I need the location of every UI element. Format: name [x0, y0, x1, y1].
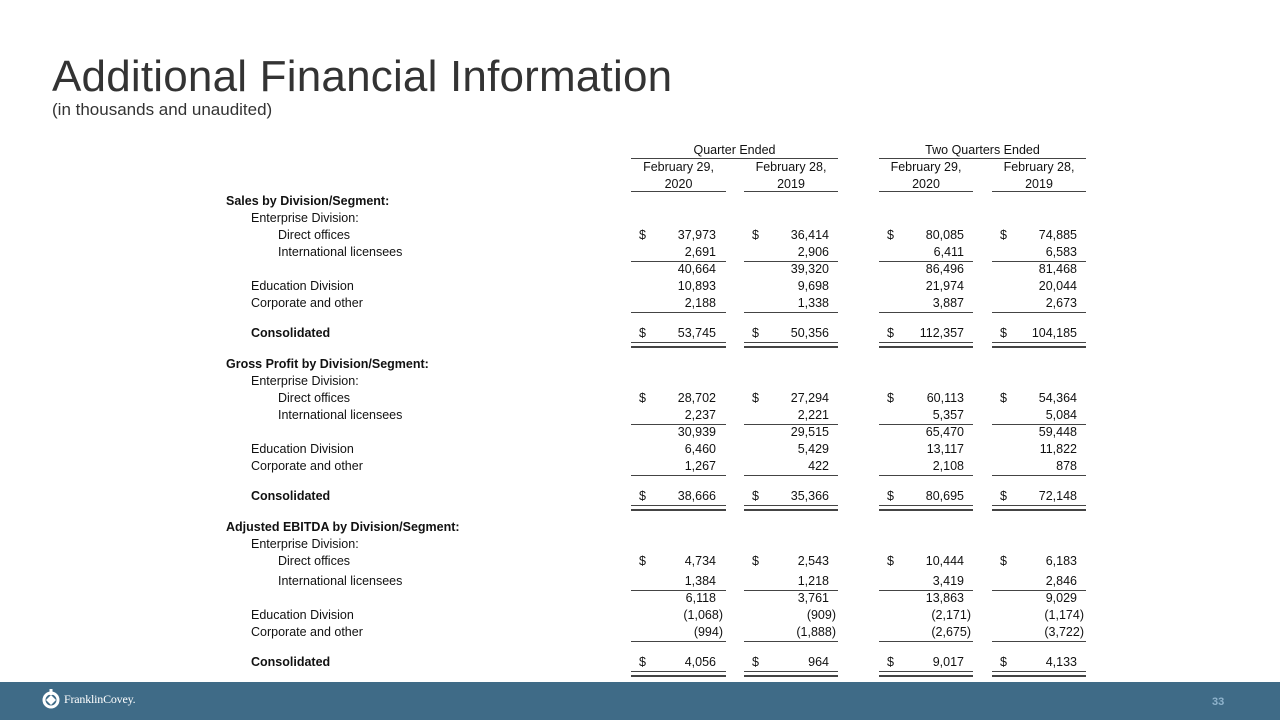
col-header-date: February 28,: [755, 160, 827, 174]
gross_profit-enttotal-value: 29,515: [790, 425, 829, 439]
col-header-2: [744, 159, 838, 193]
gross_profit-intl-label: International licensees: [278, 408, 403, 422]
sales-intl-value: 6,411: [933, 245, 964, 259]
sales-corporate-value: 1,338: [797, 296, 829, 310]
gross_profit-enterprise-label: Enterprise Division:: [251, 374, 359, 388]
double-underline: [744, 342, 838, 348]
ebitda-enttotal-value: 6,118: [685, 591, 716, 605]
currency-symbol: $: [752, 326, 759, 340]
gross_profit-direct-label: Direct offices: [278, 391, 351, 405]
ebitda-intl-label: International licensees: [278, 574, 403, 588]
gross_profit-education-value: 6,460: [684, 442, 716, 456]
ebitda-education-value: (909): [806, 608, 836, 622]
sales-education-value: 9,698: [797, 279, 829, 293]
double-underline: [992, 671, 1086, 677]
currency-symbol: $: [887, 228, 894, 242]
divider: [879, 641, 973, 642]
gross_profit-consolidated-value: 38,666: [677, 489, 716, 503]
divider: [992, 191, 1086, 192]
sales-consolidated-value: 112,357: [919, 326, 964, 340]
sales-corporate-label: Corporate and other: [251, 296, 363, 310]
sales-intl-value: 2,906: [797, 245, 829, 259]
col-header-4: [992, 159, 1086, 193]
gross_profit-corporate-value: 422: [808, 459, 829, 473]
page-number: 33: [1212, 696, 1225, 708]
gross_profit-heading-label: Gross Profit by Division/Segment:: [226, 357, 429, 371]
ebitda-corporate-value: (3,722): [1044, 625, 1084, 639]
sales-enterprise-label: Enterprise Division:: [251, 211, 359, 225]
currency-symbol: $: [639, 228, 646, 242]
ebitda-enttotal-value: 13,863: [925, 591, 964, 605]
sales-enttotal-value: 40,664: [677, 262, 716, 276]
double-underline: [631, 671, 726, 677]
col-group-two-quarters-ended: Two Quarters Ended: [925, 143, 1040, 157]
sales-consolidated-value: 50,356: [790, 326, 829, 340]
ebitda-heading-label: Adjusted EBITDA by Division/Segment:: [226, 520, 460, 534]
gross_profit-corporate-value: 2,108: [932, 459, 964, 473]
double-underline: [631, 342, 726, 348]
sales-enttotal-value: 86,496: [925, 262, 964, 276]
ebitda-consolidated-value: 4,056: [684, 655, 716, 669]
ebitda-education-value: (1,068): [683, 608, 723, 622]
ebitda-intl-value: 2,846: [1045, 574, 1077, 588]
col-header-year: 2020: [912, 177, 940, 191]
currency-symbol: $: [752, 391, 759, 405]
divider: [631, 641, 726, 642]
double-underline: [879, 505, 973, 511]
ebitda-corporate-value: (2,675): [931, 625, 971, 639]
ebitda-corporate-value: (1,888): [796, 625, 836, 639]
sales-enttotal-value: 81,468: [1038, 262, 1077, 276]
sales-direct-value: 37,973: [677, 228, 716, 242]
divider: [744, 475, 838, 476]
col-header-date: February 28,: [1003, 160, 1075, 174]
gross_profit-intl-value: 5,357: [932, 408, 964, 422]
sales-intl-value: 2,691: [684, 245, 716, 259]
sales-intl-value: 6,583: [1045, 245, 1077, 259]
ebitda-consolidated-value: 964: [808, 655, 829, 669]
sales-education-label: Education Division: [251, 279, 354, 293]
ebitda-enttotal-value: 9,029: [1045, 591, 1077, 605]
col-header-year: 2019: [1025, 177, 1053, 191]
currency-symbol: $: [752, 489, 759, 503]
double-underline: [879, 671, 973, 677]
col-header-year: 2020: [664, 177, 693, 191]
gross_profit-consolidated-value: 72,148: [1038, 489, 1077, 503]
gross_profit-corporate-label: Corporate and other: [251, 459, 363, 473]
sales-direct-value: 36,414: [790, 228, 829, 242]
currency-symbol: $: [887, 554, 894, 568]
currency-symbol: $: [1000, 655, 1007, 669]
ebitda-corporate-label: Corporate and other: [251, 625, 363, 639]
compass-logo-icon: [42, 689, 60, 709]
ebitda-enttotal-value: 3,761: [797, 591, 829, 605]
col-header-3: [879, 159, 973, 193]
ebitda-consolidated-label: Consolidated: [251, 655, 331, 669]
col-group-quarter-ended: Quarter Ended: [693, 143, 776, 157]
currency-symbol: $: [639, 655, 646, 669]
sales-consolidated-label: Consolidated: [251, 326, 331, 340]
currency-symbol: $: [639, 391, 646, 405]
ebitda-direct-label: Direct offices: [278, 554, 351, 568]
gross_profit-enttotal-value: 65,470: [925, 425, 964, 439]
currency-symbol: $: [1000, 326, 1007, 340]
ebitda-direct-value: 6,183: [1045, 554, 1077, 568]
sales-intl-label: International licensees: [278, 245, 403, 259]
gross_profit-education-label: Education Division: [251, 442, 354, 456]
franklincovey-logo: [42, 689, 135, 709]
gross_profit-intl-value: 5,084: [1045, 408, 1077, 422]
gross_profit-education-value: 5,429: [797, 442, 829, 456]
gross_profit-intl-value: 2,221: [797, 408, 829, 422]
sales-education-value: 10,893: [677, 279, 716, 293]
ebitda-education-value: (2,171): [931, 608, 971, 622]
ebitda-education-value: (1,174): [1044, 608, 1084, 622]
double-underline: [744, 671, 838, 677]
sales-corporate-value: 3,887: [932, 296, 964, 310]
logo-text: FranklinCovey.: [64, 691, 136, 706]
gross_profit-consolidated-value: 80,695: [925, 489, 964, 503]
footer-bar: [0, 682, 1280, 720]
ebitda-direct-value: 10,444: [925, 554, 964, 568]
ebitda-consolidated-value: 9,017: [932, 655, 964, 669]
sales-consolidated-value: 104,185: [1031, 326, 1077, 340]
sales-consolidated-value: 53,745: [677, 326, 716, 340]
sales-enttotal-value: 39,320: [790, 262, 829, 276]
sales-heading-label: Sales by Division/Segment:: [226, 194, 390, 208]
gross_profit-direct-value: 60,113: [926, 391, 964, 405]
double-underline: [631, 505, 726, 511]
divider: [992, 641, 1086, 642]
gross_profit-enttotal-value: 30,939: [677, 425, 716, 439]
divider: [744, 641, 838, 642]
currency-symbol: $: [887, 391, 894, 405]
divider: [879, 312, 973, 313]
sales-direct-label: Direct offices: [278, 228, 351, 242]
col-header-year: 2019: [777, 177, 805, 191]
gross_profit-direct-value: 28,702: [677, 391, 716, 405]
currency-symbol: $: [1000, 489, 1007, 503]
divider: [631, 191, 726, 192]
ebitda-education-label: Education Division: [251, 608, 354, 622]
currency-symbol: $: [887, 326, 894, 340]
divider: [631, 312, 726, 313]
ebitda-intl-value: 3,419: [932, 574, 964, 588]
currency-symbol: $: [1000, 228, 1007, 242]
currency-symbol: $: [752, 554, 759, 568]
currency-symbol: $: [639, 554, 646, 568]
col-header-date: February 29,: [890, 160, 962, 174]
currency-symbol: $: [752, 228, 759, 242]
gross_profit-consolidated-label: Consolidated: [251, 489, 331, 503]
ebitda-direct-value: 4,734: [684, 554, 716, 568]
currency-symbol: $: [1000, 554, 1007, 568]
gross_profit-corporate-value: 878: [1056, 459, 1077, 473]
page-subtitle: (in thousands and unaudited): [52, 100, 273, 119]
divider: [992, 312, 1086, 313]
sales-direct-value: 74,885: [1038, 228, 1077, 242]
currency-symbol: $: [1000, 391, 1007, 405]
col-header-date: February 29,: [643, 160, 714, 174]
ebitda-corporate-value: (994): [693, 625, 723, 639]
gross_profit-direct-value: 54,364: [1038, 391, 1077, 405]
gross_profit-corporate-value: 1,267: [684, 459, 716, 473]
sales-education-value: 20,044: [1038, 279, 1077, 293]
double-underline: [992, 342, 1086, 348]
sales-corporate-value: 2,188: [684, 296, 716, 310]
gross_profit-intl-value: 2,237: [684, 408, 716, 422]
currency-symbol: $: [887, 489, 894, 503]
gross_profit-consolidated-value: 35,366: [790, 489, 829, 503]
divider: [631, 475, 726, 476]
divider: [879, 191, 973, 192]
currency-symbol: $: [887, 655, 894, 669]
sales-education-value: 21,974: [925, 279, 964, 293]
ebitda-enterprise-label: Enterprise Division:: [251, 537, 359, 551]
divider: [744, 191, 838, 192]
divider: [744, 312, 838, 313]
double-underline: [744, 505, 838, 511]
ebitda-direct-value: 2,543: [797, 554, 829, 568]
col-header-1: [631, 159, 726, 193]
ebitda-consolidated-value: 4,133: [1045, 655, 1077, 669]
double-underline: [992, 505, 1086, 511]
gross_profit-education-value: 13,117: [926, 442, 964, 456]
sales-corporate-value: 2,673: [1045, 296, 1077, 310]
currency-symbol: $: [639, 326, 646, 340]
gross_profit-enttotal-value: 59,448: [1038, 425, 1077, 439]
sales-direct-value: 80,085: [925, 228, 964, 242]
gross_profit-education-value: 11,822: [1039, 442, 1077, 456]
double-underline: [879, 342, 973, 348]
currency-symbol: $: [639, 489, 646, 503]
currency-symbol: $: [752, 655, 759, 669]
page-title: Additional Financial Information: [52, 52, 673, 101]
divider: [879, 475, 973, 476]
gross_profit-direct-value: 27,294: [790, 391, 829, 405]
ebitda-intl-value: 1,384: [684, 574, 716, 588]
ebitda-intl-value: 1,218: [797, 574, 829, 588]
divider: [992, 475, 1086, 476]
